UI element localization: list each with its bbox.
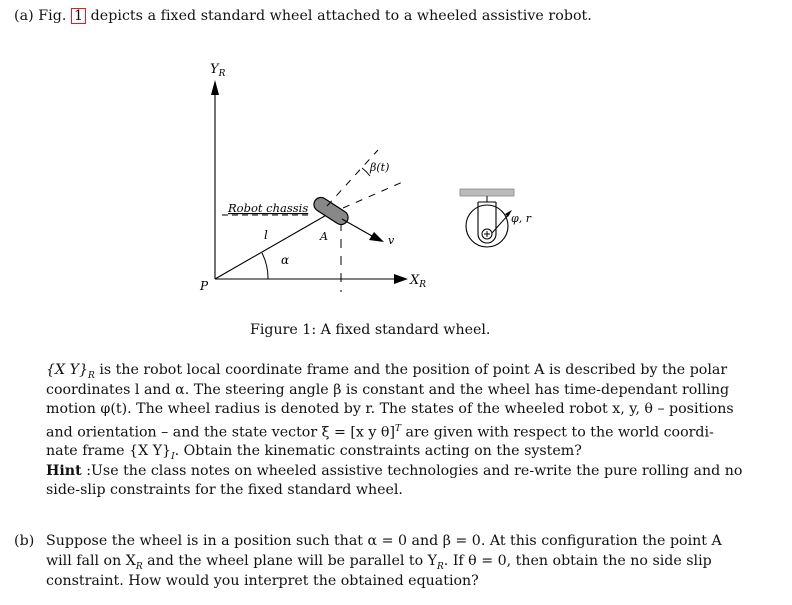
point-a-label: A <box>320 230 328 243</box>
part-b-line-3: constraint. How would you interpret the obtained equation? <box>46 573 479 589</box>
alpha-arc <box>262 253 268 279</box>
part-b-line-2-post: . If θ = 0, then obtain the no side slip <box>443 553 712 569</box>
paragraph-a-line-4 <box>46 424 714 441</box>
hint-line-2: side-slip constraints for the fixed standard wheel. <box>46 482 403 498</box>
line-5-rest: . Obtain the kinematic constraints acting on the system? <box>174 443 582 459</box>
line-4-rest: are given with respect to the world coordi- <box>405 424 714 441</box>
x-axis-arrowhead <box>394 274 408 284</box>
hint-text: :Use the class notes on wheeled assistive technologies and re-write the pure rolling and no <box>86 463 743 479</box>
line-1-text: is the robot local coordinate frame and the position of point A is described by the polar <box>99 362 728 378</box>
yr-subscript: R <box>437 561 444 572</box>
beta-dashed-line-2 <box>343 181 405 208</box>
part-b-line-1: Suppose the wheel is in a position such that α = 0 and β = 0. At this configuration the point A <box>46 533 722 549</box>
paragraph-a-line-2: coordinates l and α. The steering angle β is constant and the wheel has time-dependant rolling <box>46 382 730 398</box>
l-label: l <box>264 228 268 242</box>
world-frame-subscript: I <box>171 451 175 462</box>
phi-r-label: φ, r <box>511 212 531 225</box>
paragraph-a-line-1 <box>46 362 727 381</box>
hint-label: Hint <box>46 463 82 479</box>
alpha-label: α <box>281 253 290 267</box>
intro-text: depicts a fixed standard wheel attached to a wheeled assistive robot. <box>90 8 592 24</box>
velocity-arrowhead <box>369 232 384 242</box>
beta-dashed-line <box>327 150 378 206</box>
part-b-line-2-pre: will fall on X <box>46 553 136 569</box>
part-a-label: (a) <box>14 8 34 24</box>
chassis-label: Robot chassis <box>228 201 309 215</box>
beta-label: β(t) <box>370 161 390 174</box>
paragraph-a-line-5 <box>46 443 582 462</box>
velocity-arrow-line <box>342 219 372 236</box>
intro-fig-word: Fig. <box>38 8 67 24</box>
wheel-side-outer <box>466 205 508 247</box>
part-b-label: (b) <box>14 533 35 549</box>
velocity-label: v <box>388 234 395 247</box>
world-frame-text: nate frame {X Y} <box>46 443 172 459</box>
beta-arc <box>362 168 370 176</box>
local-frame-symbol: {X Y} <box>46 362 89 378</box>
line-l <box>215 213 330 279</box>
x-axis-label: $X_R$ <box>410 273 427 290</box>
state-vector-text: and orientation – and the state vector ξ = [x y θ] <box>46 424 396 441</box>
hint-line-1 <box>46 463 742 479</box>
paragraph-a-line-3: motion φ(t). The wheel radius is denoted by r. The states of the wheeled robot x, y, θ – positions <box>46 401 734 417</box>
wheel-shape <box>311 195 350 227</box>
xr-subscript: R <box>135 561 143 572</box>
mount-bracket <box>460 189 514 196</box>
figure-reference-link[interactable]: 1 <box>71 8 86 24</box>
y-axis-arrowhead <box>211 80 219 95</box>
y-axis-label: $Y_R$ <box>210 62 226 79</box>
part-b-line-2 <box>46 553 712 572</box>
figure-caption: Figure 1: A fixed standard wheel. <box>250 322 491 338</box>
origin-label: P <box>200 279 209 293</box>
local-frame-subscript: R <box>88 370 95 381</box>
part-b-line-2-mid: and the wheel plane will be parallel to Y <box>147 553 438 569</box>
transpose-superscript: T <box>395 424 402 434</box>
